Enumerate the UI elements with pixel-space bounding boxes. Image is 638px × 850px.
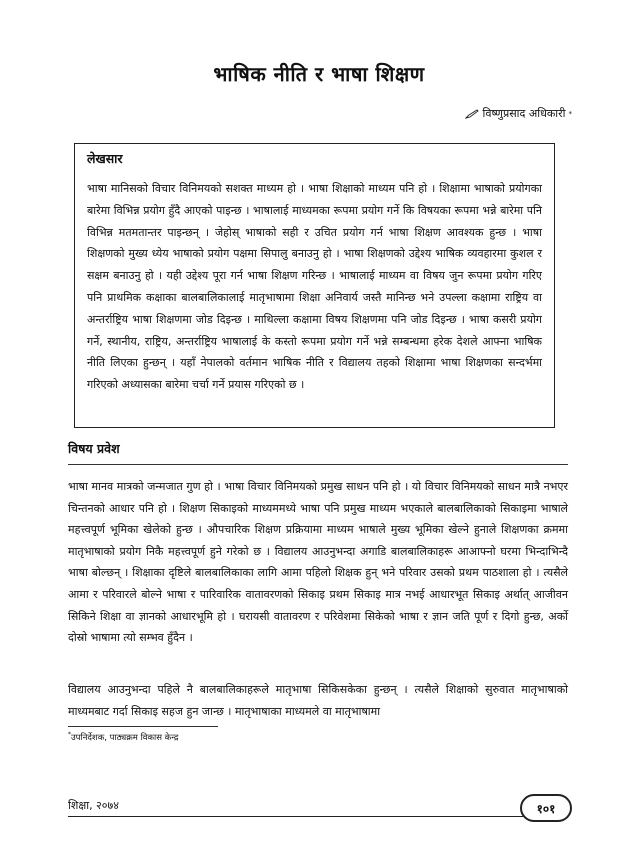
- author-line: [465, 106, 572, 121]
- abstract-heading: लेखसार: [87, 151, 123, 166]
- author-footnote-marker: *: [568, 109, 572, 118]
- abstract-text: भाषा मानिसको विचार विनिमयको सशक्त माध्यम हो । भाषा शिक्षाको माध्यम पनि हो । शिक्षामा भाषाको प्रयोगका बारेमा विभिन्न प्रयोग हुँदै आएको पाइन्छ । भाषालाई माध्यमका रूपमा प्रयोग गर्ने कि विषयका रूपमा भन्ने बारेमा पनि विभिन्न मतमतान्तर पाइन्छन् । जेहोस् भाषाको सही र उचित प्रयोग गर्न भाषा शिक्षण आवश्यक हुन्छ । भाषा शिक्षणको मुख्य ध्येय भाषाको प्रयोग पक्षमा सिपालु बनाउनु हो । भाषा शिक्षणको उद्देश्य भाषिक व्यवहारमा कुशल र सक्षम बनाउनु हो । यही उद्देश्य पूरा गर्न भाषा शिक्षण गरिन्छ । भाषालाई माध्यम वा विषय जुन रूपमा प्रयोग गरिए पनि प्राथमिक कक्षाका बालबालिकालाई मातृभाषामा शिक्षा अनिवार्य जस्तै मानिन्छ भने उपल्ला कक्षामा राष्ट्रिय वा अन्तर्राष्ट्रिय भाषा शिक्षणमा जोड दिइन्छ । माथिल्ला कक्षामा विषय शिक्षणमा पनि जोड दिइन्छ । भाषा कसरी प्रयोग गर्ने, स्थानीय, राष्ट्रिय, अन्तर्राष्ट्रिय भाषालाई के कस्तो रूपमा प्रयोग गर्ने भन्ने सम्बन्धमा हरेक देशले आफ्ना भाषिक नीति लिएका हुन्छन् । यहाँ नेपालको वर्तमान भाषिक नीति र विद्यालय तहको शिक्षामा भाषा शिक्षणका सन्दर्भमा गरिएको अध्यासका बारेमा चर्चा गर्ने प्रयास गरिएको छ ।: [87, 182, 542, 392]
- article-title: भाषिक नीति र भाषा शिक्षण: [213, 62, 425, 86]
- journal-name: शिक्षा, २०७४: [68, 799, 119, 812]
- author-name: विष्णुप्रसाद अधिकारी: [482, 107, 566, 120]
- body-paragraph: भाषा मानव मात्रको जन्मजात गुण हो । भाषा विचार विनिमयको प्रमुख साधन पनि हो । यो विचार विनिमयको साधन मात्रै नभएर चिन्तनको आधार पनि हो । शिक्षण सिकाइको माध्यममध्ये भाषा पनि प्रमुख माध्यम भएकाले बालबालिकाको सिकाइमा भाषाले महत्त्वपूर्ण भूमिका खेलेको हुन्छ । औपचारिक शिक्षण प्रक्रियामा माध्यम भाषाले मुख्य भूमिका खेल्ने हुनाले शिक्षणका क्रममा मातृभाषाको प्रयोग निकै महत्त्वपूर्ण हुने गरेको छ । विद्यालय आउनुभन्दा अगाडि बालबालिकाहरू आआफ्नो घरमा भिन्दाभिन्दै भाषा बोल्छन् । शिक्षाका दृष्टिले बालबालिकाका लागि आमा पहिलो शिक्षक हुन् भने परिवार उसको प्रथम पाठशाला हो । त्यसैले आमा र परिवारले बोल्ने भाषा र पारिवारिक वातावरणको सिकाइ प्रथम सिकाइ मात्र नभई आधारभूत सिकाइ अर्थात् आजीवन सिकिने शिक्षा वा ज्ञानको आधारभूमि हो । घरायसी वातावरण र परिवेशमा सिकेको भाषा र ज्ञान जति पूर्ण र दिगो हुन्छ, अर्को दोस्रो भाषामा त्यो सम्भव हुँदैन ।: [68, 480, 568, 645]
- footnote-divider: [68, 726, 218, 727]
- section-heading: विषय प्रवेश: [68, 441, 120, 456]
- footer-divider: [68, 816, 523, 817]
- section-divider: [68, 464, 568, 465]
- footnote-text: उपनिर्देशक, पाठ्यक्रम विकास केन्द्र: [71, 732, 179, 743]
- footnote-marker: *: [68, 731, 71, 738]
- page-number: १०१: [520, 794, 572, 822]
- footnote: [68, 731, 178, 743]
- pen-icon: [465, 109, 479, 119]
- body-paragraph: विद्यालय आउनुभन्दा पहिले नै बालबालिकाहरूले मातृभाषा सिकिसकेका हुन्छन् । त्यसैले शिक्षाको सुरुवात मातृभाषाको माध्यमबाट गर्दा सिकाइ सहज हुन जान्छ । मातृभाषाका माध्यमले वा मातृभाषामा: [68, 683, 568, 718]
- abstract-box: [74, 143, 555, 428]
